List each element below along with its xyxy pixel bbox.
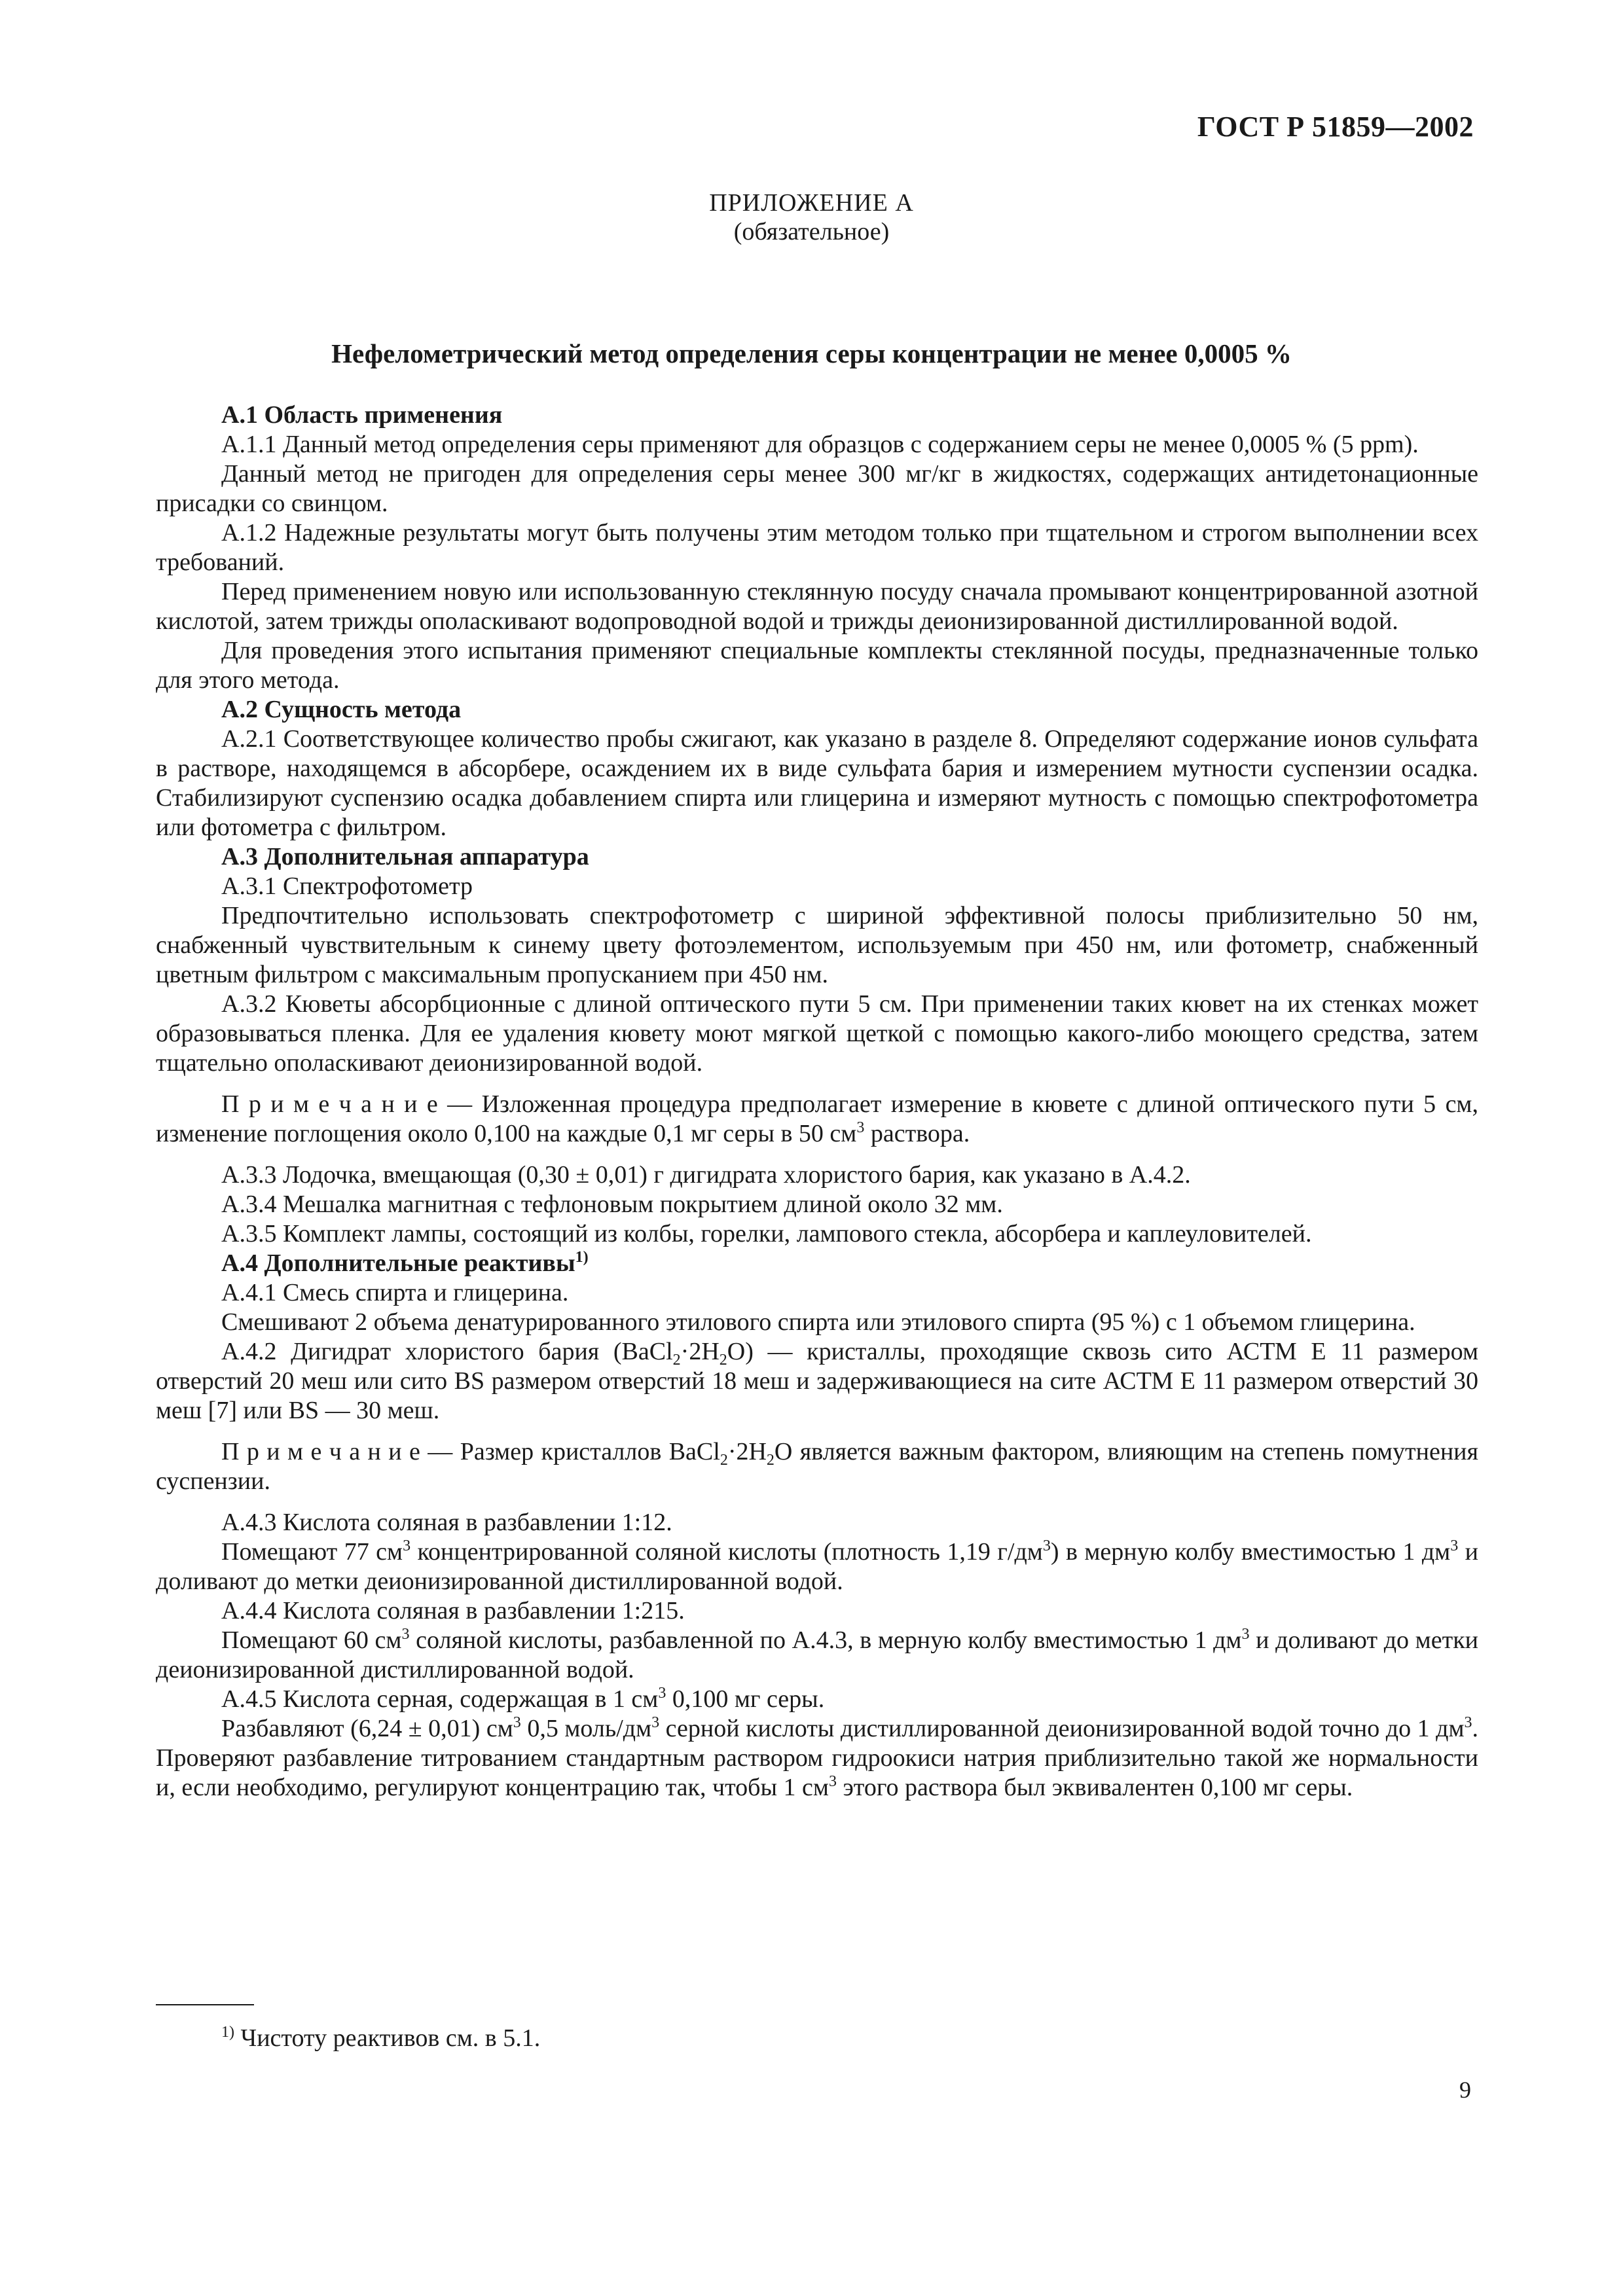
appendix-status: (обязательное) [733,218,890,245]
note-label: П р и м е ч а н и е [221,1438,420,1465]
paragraph-a4-5b: Разбавляют (6,24 ± 0,01) $см^3$ 0,5 моль/$дм^3$ серной кислоты дистиллированной деионизированной водой точно до 1 $дм^3$. Проверяют разбавление титрованием стандартным раствором гидроокиси натрия приблизительно такой же нормальности и, если необходимо, регулируют концентрацию так, чтобы 1 $см^3$ этого раствора был эквивалентен 0,100 мг серы. [156,1714,1479,1801]
footnote-mark: 1) [221,2024,234,2041]
page-number: 9 [1459,2077,1471,2103]
paragraph-a3-2: А.3.2 Кюветы абсорбционные с длиной оптического пути 5 см. При применении таких кювет на их стенках может образовываться пленка. Для ее удаления кювету моют мягкой щеткой с помощью какого-либо моющего средства, затем тщательно ополаскивают деионизированной водой. [156,990,1478,1077]
section-heading-a4: А.4 Дополнительные реактивы$^{1)}$ [221,1249,589,1277]
document-title: Нефелометрический метод определения серы концентрации не менее 0,0005 % [331,338,1292,368]
paragraph-a1-1b: Данный метод не пригоден для определения серы менее 300 мг/кг в жидкостях, содержащих антидетонационные присадки со свинцом. [156,460,1478,517]
document-body [156,401,1478,1803]
paragraph-a4-3b: Помещают 77 $см^3$ концентрированной соляной кислоты (плотность 1,19 $г/дм^3$) в мерную колбу вместимостью 1 $дм^3$ и доливают до метки деионизированной дистиллированной водой. [156,1537,1478,1595]
paragraph-a3-3: А.3.3 Лодочка, вмещающая (0,30 ± 0,01) г дигидрата хлористого бария, как указано в А.4.2. [221,1161,1191,1189]
section-heading-a2: А.2 Сущность метода [221,696,462,723]
section-heading-a3: А.3 Дополнительная аппаратура [221,843,589,870]
paragraph-a1-2c: Для проведения этого испытания применяют специальные комплекты стеклянной посуды, предназначенные только для этого метода. [156,637,1478,694]
appendix-label: ПРИЛОЖЕНИЕ А [709,189,914,217]
paragraph-a3-5: А.3.5 Комплект лампы, состоящий из колбы, горелки, лампового стекла, абсорбера и каплеуловителей. [221,1220,1312,1247]
footnote: $^{1)}$ Чистоту реактивов см. в 5.1. [221,2024,541,2052]
paragraph-a1-2b: Перед применением новую или использованную стеклянную посуду сначала промывают концентрированной азотной кислотой, затем трижды ополаскивают водопроводной водой и трижды деионизированной дистиллированной водой. [156,578,1478,635]
footnote-ref: 1) [575,1249,589,1266]
paragraph-a4-4b: Помещают 60 $см^3$ соляной кислоты, разбавленной по А.4.3, в мерную колбу вместимостью 1 $дм^3$ и доливают до метки деионизированной дистиллированной водой. [156,1626,1479,1683]
paragraph-a4-4: А.4.4 Кислота соляная в разбавлении 1:215. [221,1597,685,1624]
paragraph-a4-5: А.4.5 Кислота серная, содержащая в 1 $см^3$ 0,100 мг серы. [221,1685,825,1713]
footnote-separator [156,2004,254,2005]
note-2: П р и м е ч а н и е — Размер кристаллов $BaCl_2\cdot 2H_2O$ является важным фактором, влияющим на степень помутнения суспензии. [156,1438,1478,1495]
paragraph-a4-3: А.4.3 Кислота соляная в разбавлении 1:12. [221,1509,672,1536]
paragraph-a3-1b: Предпочтительно использовать спектрофотометр с шириной эффективной полосы приблизительно 50 нм, снабженный чувствительным к синему цвету фотоэлементом, используемым при 450 нм, или фотометр, снабженный цветным фильтром с максимальным пропусканием при 450 нм. [156,902,1478,988]
paragraph-a3-1: А.3.1 Спектрофотометр [221,872,473,900]
paragraph-a1-1: А.1.1 Данный метод определения серы применяют для образцов с содержанием серы не менее 0,0005 % (5 ppm). [221,431,1419,458]
paragraph-a4-1: А.4.1 Смесь спирта и глицерина. [221,1279,569,1306]
paragraph-a4-1b: Смешивают 2 объема денатурированного этилового спирта или этилового спирта (95 %) с 1 объемом глицерина. [221,1308,1415,1336]
paragraph-a1-2: А.1.2 Надежные результаты могут быть получены этим методом только при тщательном и строгом выполнении всех требований. [156,519,1478,576]
paragraph-a2-1: А.2.1 Соответствующее количество пробы сжигают, как указано в разделе 8. Определяют содержание ионов сульфата в растворе, находящемся в абсорбере, осаждением их в виде сульфата бария и измерением мутности суспензии осадка. Стабилизируют суспензию осадка добавлением спирта или глицерина и измеряют мутность с помощью спектрофотометра или фотометра с фильтром. [156,725,1478,841]
note-label: П р и м е ч а н и е [221,1090,438,1118]
paragraph-a4-2: А.4.2 Дигидрат хлористого бария $(BaCl_2\cdot 2H_2O)$ — кристаллы, проходящие сквозь сито АСТМ Е 11 размером отверстий 20 меш или сито BS размером отверстий 18 меш и задерживающиеся на сите АСТМ Е 11 размером отверстий 30 меш [7] или BS — 30 меш. [156,1338,1479,1424]
section-heading-a1: А.1 Область применения [221,401,503,429]
paragraph-a3-4: А.3.4 Мешалка магнитная с тефлоновым покрытием длиной около 32 мм. [221,1191,1003,1218]
standard-designation: ГОСТ Р 51859—2002 [1197,111,1474,143]
note-1: П р и м е ч а н и е — Изложенная процедура предполагает измерение в кювете с длиной оптического пути 5 см, изменение поглощения около 0,100 на каждые 0,1 мг серы в 50 $см^3$ раствора. [156,1090,1478,1147]
